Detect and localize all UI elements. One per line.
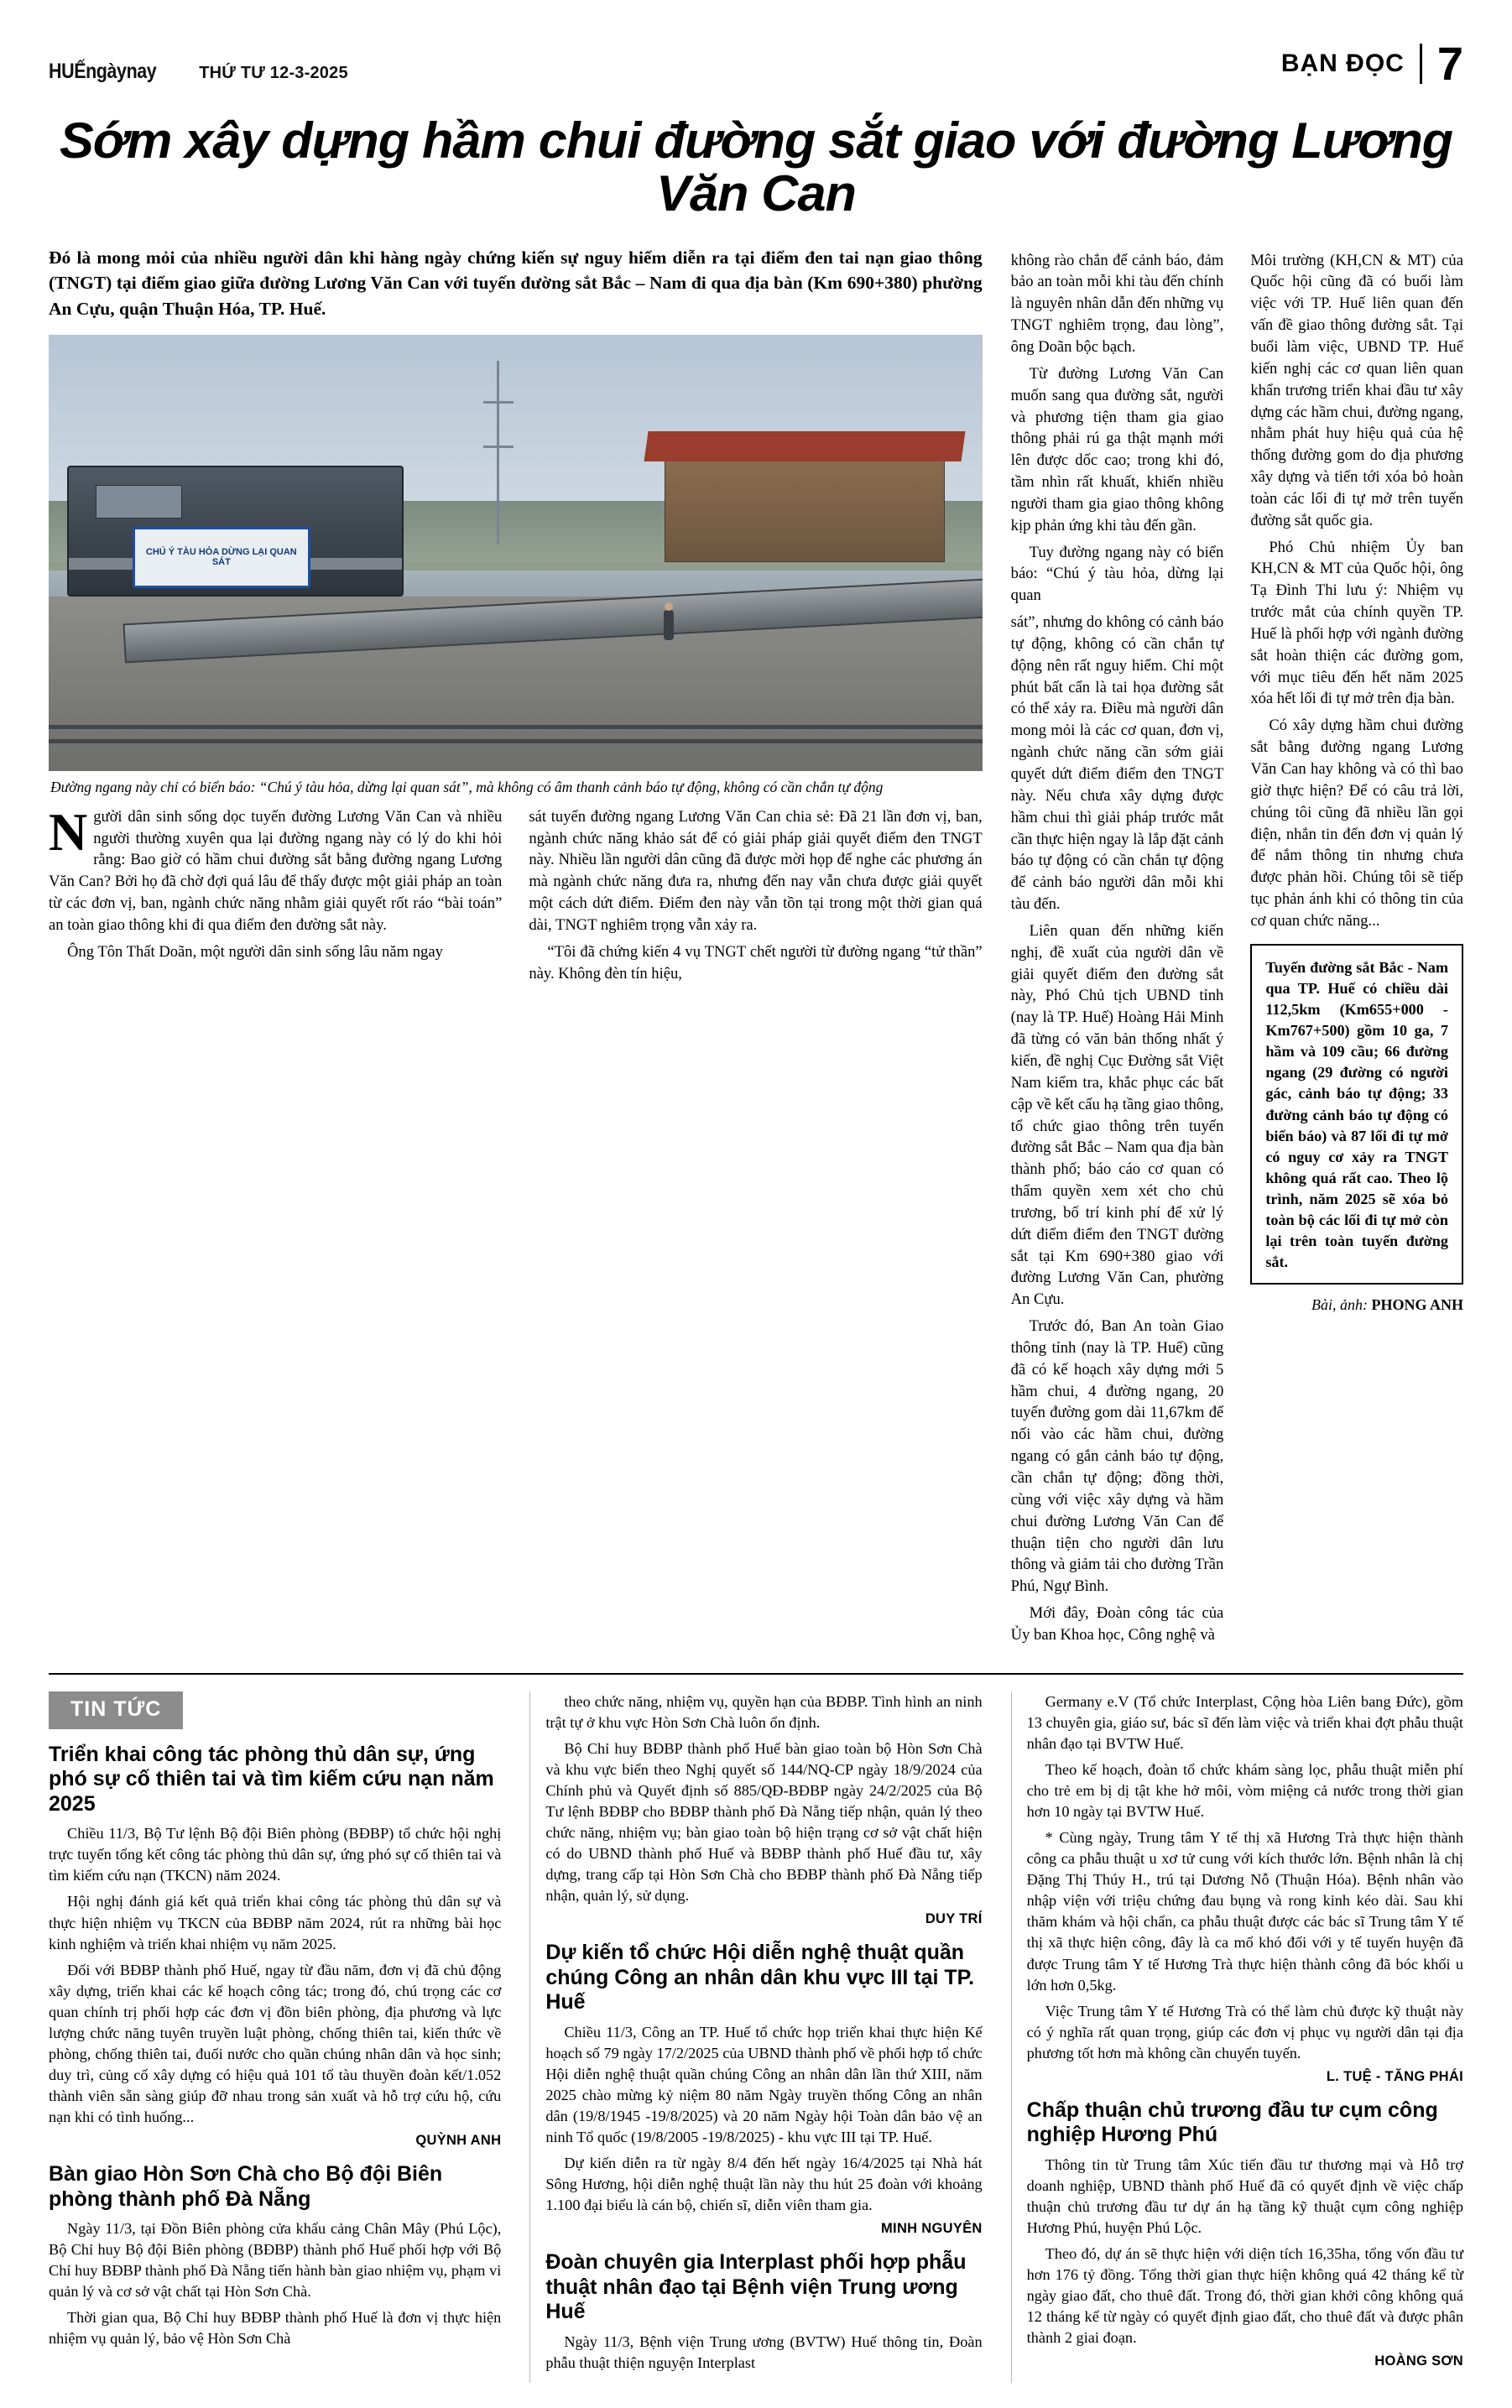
news-paragraph: Bộ Chỉ huy BĐBP thành phố Huế bàn giao toàn bộ Hòn Sơn Chà và khu vực biển theo Nghị quyết số 144/NQ-CP ngày 18/9/2024 của Chính phủ và Quyết định số 885/QĐ-BĐBP ngày 24/2/2025 của Bộ Tư lệnh BĐBP cho BĐBP thành phố Đà Nẵng tiếp nhận, quản lý theo chức năng, nhiệm vụ; bàn giao toàn bộ hiện trạng cơ sở vật chất hiện có do UBND thành phố Huế và BĐBP thành phố Huế đầu tư, xây dựng, trang cấp tại Hòn Sơn Chà cho BĐBP thành phố Đà Nẵng tiếp nhận, quản lý, sử dụng. [545, 1739, 983, 1905]
page-number: 7 [1420, 44, 1463, 84]
byline-label: Bài, ảnh: [1311, 1296, 1368, 1314]
news-byline: L. TUỆ - TĂNG PHÁI [1326, 2068, 1463, 2084]
news-column-2 [529, 1691, 982, 2384]
news-paragraph: Thông tin từ Trung tâm Xúc tiến đầu tư thương mại và Hỗ trợ doanh nghiệp, UBND thành phố Huế đã có quyết định về việc chấp thuận chủ trương đầu tư dự án hạ tầng kỹ thuật cụm công nghiệp Hương Phú, huyện Phú Lộc. [1026, 2155, 1463, 2236]
section-tag-tin-tuc: TIN TỨC [49, 1691, 183, 1729]
paragraph: không rào chắn để cảnh báo, đảm bảo an toàn mỗi khi tàu đến chính là nguyên nhân dẫn đến những vụ TNGT nghiêm trọng, đau lòng”, ông Doãn bộc bạch. [1010, 251, 1224, 356]
warning-sign [133, 527, 310, 588]
photo-caption: Đường ngang này chỉ có biển báo: “Chú ý tàu hỏa, dừng lại quan sát”, mà không có âm thanh cảnh báo tự động, không có cần chắn tự động [50, 779, 884, 796]
news-item-title[interactable]: Đoàn chuyên gia Interplast phối hợp phẫu thuật nhân đạo tại Bệnh viện Trung ương Huế [545, 2250, 967, 2324]
news-paragraph: Ngày 11/3, tại Đồn Biên phòng cửa khẩu cảng Chân Mây (Phú Lộc), Bộ Chỉ huy Bộ đội Biên phòng (BĐBP) thành phố Huế phối hợp với Bộ Chỉ huy BĐBP thành phố Đà Nẵng tiến hành bàn giao nhiệm vụ, phạm vi quản lý và cơ sở vật chất tại Hòn Sơn Chà. [49, 2220, 502, 2301]
news-byline: DUY TRÍ [925, 1911, 983, 1927]
news-item-title[interactable]: Dự kiến tổ chức Hội diễn nghệ thuật quần chúng Công an nhân dân khu vực III tại TP. Huế [545, 1941, 975, 2014]
news-paragraph: Germany e.V (Tổ chức Interplast, Cộng hòa Liên bang Đức), gồm 13 chuyên gia, giáo sư, bác sĩ đến làm việc và triển khai đợt phẫu thuật nhân đạo tại BVTW Huế. [1026, 1692, 1463, 1752]
masthead-left [49, 60, 348, 84]
byline-name: PHONG ANH [1371, 1296, 1463, 1314]
news-paragraph: * Cùng ngày, Trung tâm Y tế thị xã Hương Trà thực hiện thành công ca phẫu thuật u xơ tử cung với kích thước lớn. Bệnh nhân là chị Đặng Thị Thúy H., trú tại Dương Nỗ (Thuận Hóa). Bệnh nhân vào nhập viện với triệu chứng đau bụng và rong kinh kéo dài. Sau khi thăm khám và hội chẩn, ca phẫu thuật được các bác sĩ Trung tâm Y tế thị xã thực hiện công, đây là ca mổ khó đối với y tế tuyến huyện đã được Trung tâm Y tế Hương Trà thực hiện thành công đã bóc khối u lớn hơn 0,5kg. [1026, 1829, 1463, 1994]
news-paragraph: Hội nghị đánh giá kết quả triển khai công tác phòng thủ dân sự và thực hiện nhiệm vụ TKCN của BĐBP năm 2024, rút ra những bài học kinh nghiệm và triển khai nhiệm vụ năm 2025. [49, 1893, 502, 1952]
news-paragraph: Việc Trung tâm Y tế Hương Trà có thể làm chủ được kỹ thuật này có ý nghĩa rất quan trọng, giúp các đơn vị phục vụ người dân tại địa phương tốt hơn mà không cần chuyển tuyến. [1026, 2002, 1463, 2061]
section-name: BẠN ĐỌC [1280, 49, 1405, 77]
news-item-title[interactable]: Triển khai công tác phòng thủ dân sự, ứng phó sự cố thiên tai và tìm kiếm cứu nạn năm 2025 [49, 1742, 494, 1816]
warning-sign-text: CHÚ Ý TÀU HỎA DỪNG LẠI QUAN SÁT [145, 546, 297, 568]
train-window [96, 485, 182, 519]
article-lede: Đó là mong mỏi của nhiều người dân khi hàng ngày chứng kiến sự nguy hiểm diễn ra tại điểm đen tai nạn giao thông (TNGT) tại điểm giao giữa đường Lương Văn Can với tuyến đường sắt Bắc – Nam đi qua địa bàn (Km 690+380) phường An Cựu, quận Thuận Hóa, TP. Huế. [49, 247, 983, 319]
article-column-1 [49, 801, 503, 990]
article-headline: Sớm xây dựng hầm chui đường sắt giao với đường Lương Văn Can [59, 112, 1453, 222]
main-article [49, 245, 1463, 1651]
news-section [49, 1673, 1463, 2384]
fact-box: Tuyến đường sắt Bắc - Nam qua TP. Huế có chiều dài 112,5km (Km655+000 - Km767+500) gồm 10 ga, 7 hầm và 109 cầu; 66 đường ngang (29 đường có người gác, cảnh báo tự động; 33 đường cảnh báo tự động có biển báo) và 87 lối đi tự mở có nguy cơ xảy ra TNGT không quá rất cao. Theo lộ trình, năm 2025 sẽ xóa bỏ toàn bộ các lối đi tự mở còn lại trên toàn tuyến đường sắt. [1250, 944, 1463, 1285]
news-paragraph: theo chức năng, nhiệm vụ, quyền hạn của BĐBP. Tình hình an ninh trật tự ở khu vực Hòn Sơn Chà luôn ổn định. [545, 1692, 983, 1731]
news-item-title[interactable]: Bàn giao Hòn Sơn Chà cho Bộ đội Biên phòng thành phố Đà Nẵng [49, 2162, 443, 2211]
paragraph: Trước đó, Ban An toàn Giao thông tỉnh (nay là TP. Huế) cũng đã có kế hoạch xây dựng mới 5 hầm chui, 4 đường ngang, 20 tuyến đường gom dài 11,67km để nối vào các hầm chui, đường ngang có gắn cảnh báo tự động, cần chắn tự động; đồng thời, cùng với việc xây dựng và hầm chui đường Lương Văn Can để thuận tiện cho người dân lưu thông và giảm tải cho đường Trần Phú, Ngự Bình. [1010, 1317, 1224, 1596]
paragraph: Người dân sinh sống dọc tuyến đường Lương Văn Can và nhiều người thường xuyên qua lại đường ngang này có lý do khi hỏi rằng: Bao giờ có hầm chui đường sắt bằng đường ngang Lương Văn Can? Bởi họ đã chờ đợi quá lâu để thấy được một giải pháp an toàn từ các đơn vị, ban, ngành chức năng nhằm giải quyết rốt ráo “bài toán” an toàn giao thông khi đi qua điểm đen đường sắt này. [49, 801, 503, 934]
article-byline [1250, 1296, 1463, 1314]
paragraph: Tuy đường ngang này có biển báo: “Chú ý tàu hỏa, dừng lại quan [1010, 543, 1224, 605]
paragraph: sát tuyến đường ngang Lương Văn Can chia sẻ: Đã 21 lần đơn vị, ban, ngành chức năng khảo sát để có giải pháp giải quyết điểm đen TNGT này. Nhiều lần người dân cũng đã được mời họp để nghe các phương án mà ngành chức năng đưa ra, nhưng đến nay vẫn chưa được giải quyết một cách dứt điểm. Điểm đen này vẫn tồn tại trong một thời gian quá dài, TNGT nghiêm trọng vẫn xảy ra. [529, 807, 983, 934]
article-figure [49, 335, 983, 798]
article-column-3 [1011, 250, 1224, 1651]
pedestrian [664, 610, 674, 640]
paragraph: Từ đường Lương Văn Can muốn sang qua đường sắt, người và phương tiện tham gia giao thông phải rú ga thật mạnh mới lên được dốc cao; trong khi đó, tầm nhìn rất khuất, khiến nhiều người tham gia giao thông không kịp phản ứng khi tàu đến gần. [1010, 364, 1224, 534]
masthead-right [1280, 37, 1463, 90]
news-byline: QUỲNH ANH [415, 2133, 502, 2149]
photo-roof [644, 431, 966, 461]
news-paragraph: Đối với BĐBP thành phố Huế, ngay từ đầu năm, đơn vị đã chủ động xây dựng, triển khai các kế hoạch công tác; trong đó, chú trọng các cơ quan chính trị phối hợp các đơn vị đồn biên phòng, địa phương và lực lượng chức năng tuyên truyền luật phòng, chống thiên tai, kiến thức về phòng, chống thiên tai, đuối nước cho quần chúng nhân dân và học sinh; duy trì, củng cố xây dựng có hiệu quả 101 tổ tàu thuyền đoàn kết/1.052 thành viên sẵn sàng giúp đỡ nhau trong sản xuất và hỗ trợ cứu hộ, cứu nạn khi có tình huống... [49, 1961, 502, 2126]
news-item-title[interactable]: Chấp thuận chủ trương đầu tư cụm công nghiệp Hương Phú [1026, 2098, 1438, 2147]
photo-building [665, 448, 945, 561]
article-column-2 [529, 806, 982, 990]
news-paragraph: Theo kế hoạch, đoàn tổ chức khám sàng lọc, phẫu thuật miễn phí cho trẻ em bị dị tật khe hở môi, vòm miệng cả nước trong thời gian hơn 10 ngày tại BVTW Huế. [1026, 1760, 1463, 1821]
rail-line [49, 739, 983, 743]
article-photo [49, 335, 983, 771]
paragraph: Ông Tôn Thất Doãn, một người dân sinh sống lâu năm ngay [67, 942, 443, 961]
rail-line [49, 725, 983, 729]
news-paragraph: Dự kiến diễn ra từ ngày 8/4 đến hết ngày 16/4/2025 tại Nhà hát Sông Hương, hội diễn nghệ thuật lần này thu hút 25 đoàn với khoảng 1.100 đại biểu là cán bộ, chiến sĩ, diễn viên tham gia. [545, 2155, 983, 2214]
paragraph: sát”, nhưng do không có cảnh báo tự động, không có cần chắn tự động nên rất nguy hiểm. Chỉ một phút bất cẩn là tai họa đường sắt có thể xảy ra. Điều mà người dân mong mỏi là các cơ quan, đơn vị, ngành chức năng cần sớm giải quyết dứt điểm điểm đen TNGT này. Nếu chưa xây dựng được hầm chui thì giải pháp trước mắt cần thực hiện ngay là lắp đặt cảnh báo tự động có cần chắn tự động để cảnh báo người dân mỗi khi tàu đến. [1010, 613, 1224, 914]
news-paragraph: Theo đó, dự án sẽ thực hiện với diện tích 16,35ha, tổng vốn đầu tư hơn 176 tỷ đồng. Tổng thời gian thực hiện không quá 42 tháng kể từ ngày giao đất, cho thuê đất. Trong đó, thời gian khởi công không quá 12 tháng kể từ ngày có quyết định giao đất, cho thuê đất và được phân thành 2 giai đoạn. [1026, 2245, 1463, 2347]
article-column-4 [1250, 250, 1463, 1651]
power-pylon [497, 361, 499, 544]
article-body-columns [49, 801, 983, 990]
news-byline: MINH NGUYÊN [881, 2221, 983, 2237]
paragraph: Môi trường (KH,CN & MT) của Quốc hội cũng đã có buổi làm việc với TP. Huế liên quan đến vấn đề giao thông đường sắt. Tại buổi làm việc, UBND TP. Huế kiến nghị các cơ quan liên quan khẩn trương triển khai đầu tư xây dựng các hầm chui, đường ngang, nhằm phát huy hiệu quả của hệ thống đường gom do địa phương xây dựng và tiến tới xóa bỏ hoàn toàn các lối đi tự mở trên tuyến đường sắt quốc gia. [1250, 251, 1463, 529]
news-grid [49, 1691, 1463, 2384]
news-paragraph: Thời gian qua, Bộ Chỉ huy BĐBP thành phố Huế là đơn vị thực hiện nhiệm vụ quản lý, bảo vệ Hòn Sơn Chà [49, 2309, 502, 2348]
news-paragraph: Chiều 11/3, Công an TP. Huế tổ chức họp triển khai thực hiện Kế hoạch số 79 ngày 17/2/2025 của UBND thành phố về phối hợp tổ chức Hội diễn nghệ thuật quần chúng Công an nhân dân lần thứ XIII, năm 2025 chào mừng kỷ niệm 80 năm Ngày truyền thống Công an nhân dân (19/8/1945 -19/8/2025) và 20 năm Ngày hội Toàn dân bảo vệ an ninh Tổ quốc (19/8/2005 -19/8/2025) - khu vực III tại TP. Huế. [545, 2023, 983, 2146]
article-left-block [49, 245, 983, 990]
article-right-columns [1011, 250, 1463, 1651]
article-right-block [1011, 245, 1463, 1651]
news-column-1 [49, 1691, 501, 2384]
news-paragraph: Chiều 11/3, Bộ Tư lệnh Bộ đội Biên phòng (BĐBP) tổ chức hội nghị trực tuyến tổng kết công tác phòng thủ dân sự, ứng phó sự cố thiên tai và tìm kiếm cứu nạn (TKCN) năm 2024. [49, 1825, 502, 1884]
issue-date: THỨ TƯ 12-3-2025 [199, 63, 348, 82]
paragraph: “Tôi đã chứng kiến 4 vụ TNGT chết người từ đường ngang “tử thần” này. Không đèn tín hiệu, [529, 942, 983, 982]
paragraph: Phó Chủ nhiệm Ủy ban KH,CN & MT của Quốc hội, ông Tạ Đình Thi lưu ý: Nhiệm vụ trước mắt của chính quyền TP. Huế là phối hợp với ngành đường sắt hoàn thiện các đường gom, với mục tiêu đến hết năm 2025 xóa hết lối đi tự mở trên địa bàn. [1250, 538, 1463, 708]
paragraph: Có xây dựng hầm chui đường sắt bằng đường ngang Lương Văn Can hay không và có thì bao giờ thực hiện? Để có câu trả lời, chúng tôi cũng đã nhiều lần gọi điện, nhắn tin đến đơn vị quản lý để nắm thông tin nhưng chưa được phản hồi. Chúng tôi sẽ tiếp tục phản ánh khi có thông tin của cơ quan chức năng... [1250, 717, 1463, 930]
paragraph: Liên quan đến những kiến nghị, đề xuất của người dân về giải quyết điểm đen đường sắt này, Phó Chủ tịch UBND tỉnh (nay là TP. Huế) Hoàng Hải Minh đã từng có văn bản thống nhất ý kiến, đề nghị Cục Đường sắt Việt Nam kiểm tra, khắc phục các bất cập về kết cấu hạ tầng giao thông, tổ chức giao thông trên tuyến đường sắt Bắc – Nam qua địa bàn thành phố; báo cáo cơ quan có thẩm quyền xem xét cho chủ trương, bố trí kinh phí để xử lý dứt điểm điểm đen TNGT đường sắt tại Km 690+380 giao với đường Lương Văn Can, phường An Cựu. [1010, 921, 1224, 1309]
news-byline: HOÀNG SƠN [1374, 2353, 1463, 2369]
masthead [49, 37, 1463, 92]
news-column-3 [1011, 1691, 1463, 2384]
news-paragraph: Ngày 11/3, Bệnh viện Trung ương (BVTW) Huế thông tin, Đoàn phẫu thuật thiện nguyện Interplast [545, 2332, 983, 2371]
paragraph: Mới đây, Đoàn công tác của Ủy ban Khoa học, Công nghệ và [1010, 1604, 1224, 1644]
publication-brand: HUẾngàynay [49, 59, 157, 83]
